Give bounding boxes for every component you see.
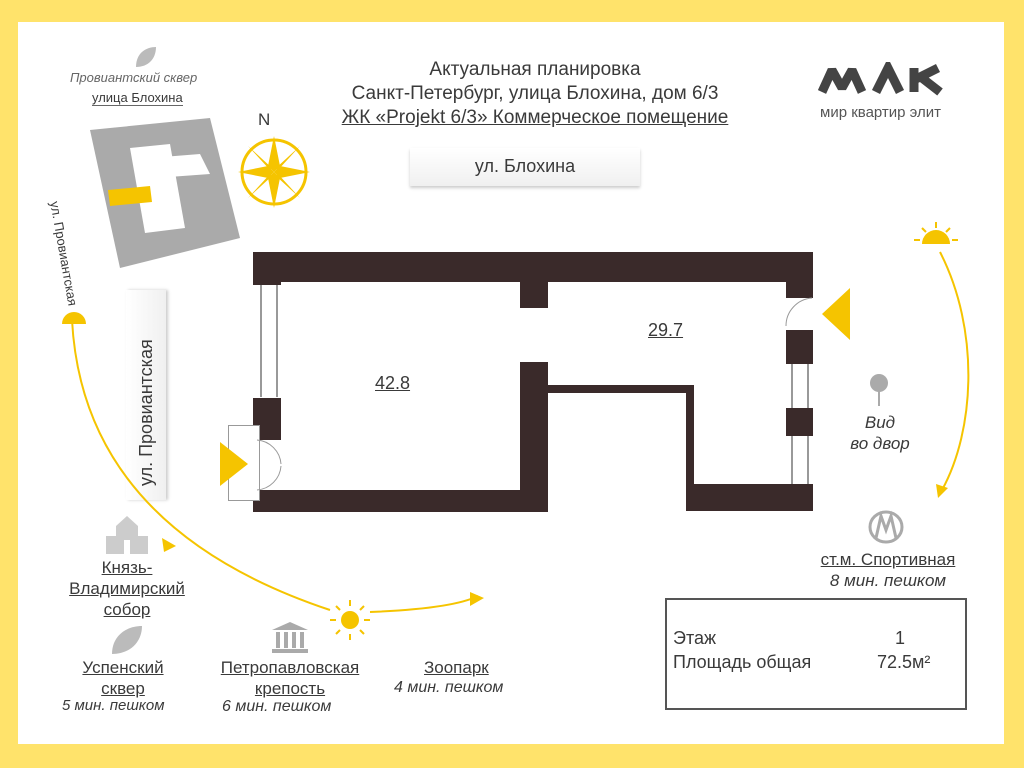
- street-north-label: ул. Блохина: [474, 156, 576, 176]
- title-line-1: Актуальная планировка: [429, 59, 641, 80]
- title-line-3: ЖК «Projekt 6/3» Коммерческое помещение: [341, 107, 729, 128]
- metro-time: 8 мин. пешком: [829, 571, 947, 590]
- area-label: Площадь общая: [673, 652, 812, 672]
- fortress-icon: [270, 620, 310, 654]
- location-pin-icon: [866, 372, 892, 408]
- brand-name: мир квартир элит: [820, 104, 942, 121]
- info-box: [665, 598, 967, 710]
- room-area-1: 42.8: [375, 373, 411, 393]
- minimap-street-top: улица Блохина: [92, 90, 183, 105]
- floor-label: Этаж: [673, 628, 717, 648]
- garden-time: 5 мин. пешком: [62, 697, 165, 714]
- garden-leaf-icon: [110, 624, 144, 656]
- courtyard-line-2: во двор: [850, 434, 910, 453]
- fortress-time: 6 мин. пешком: [222, 698, 332, 715]
- floor-value: 1: [895, 628, 906, 648]
- minimap-street-side: ул. Провиантская: [47, 200, 81, 307]
- minimap-park-label: Провиантский сквер: [70, 70, 198, 85]
- zoo-label: Зоопарк: [424, 658, 489, 677]
- title-line-2: Санкт-Петербург, улица Блохина, дом 6/3: [351, 83, 719, 104]
- garden-label: Успенский сквер: [82, 658, 164, 698]
- fortress-label: Петропавловская крепость: [220, 658, 360, 698]
- area-value: 72.5м²: [877, 652, 931, 672]
- cathedral-icon: [104, 514, 150, 554]
- cathedral-label: Князь- Владимирский собор: [69, 558, 185, 619]
- street-west-label: ул. Провиантская: [136, 339, 156, 486]
- metro-name: ст.м. Спортивная: [820, 550, 956, 569]
- compass-north-label: N: [258, 110, 271, 129]
- zoo-time: 4 мин. пешком: [394, 679, 504, 696]
- room-area-2: 29.7: [648, 320, 684, 340]
- courtyard-line-1: Вид: [864, 413, 896, 432]
- metro-icon: [866, 510, 906, 544]
